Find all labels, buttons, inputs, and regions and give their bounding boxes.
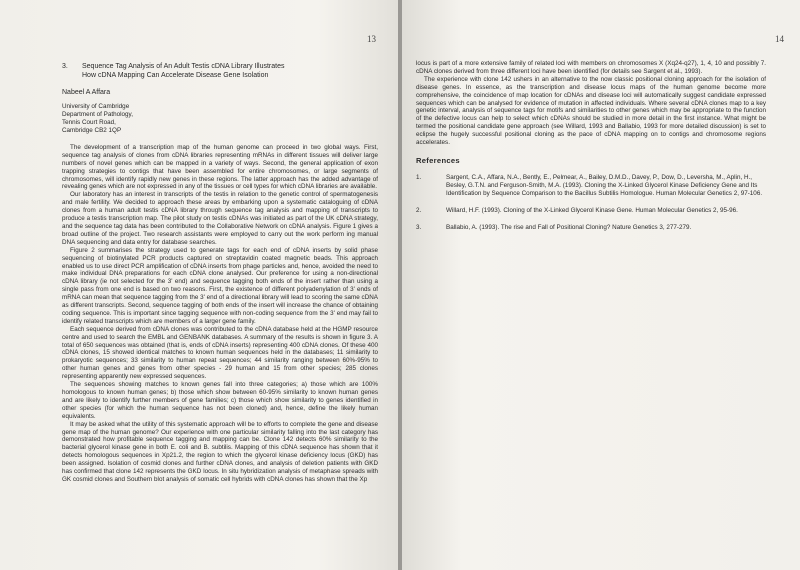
reference-text: Willard, H.F. (1993). Cloning of the X-Linked Glycerol Kinase Gene. Human Molecular Genetics 2, 95-96. — [446, 206, 738, 214]
author-address — [62, 103, 378, 135]
right-page-content — [416, 60, 766, 240]
reference-item — [416, 224, 766, 232]
body-paragraph: The experience with clone 142 ushers in an alternative to the now classic positional cloning approach for the isolation of disease genes. In essence, as the transcription and disease locus maps of the human genome become more comprehensive, the coincidence of map location for cDNAs and disease loci will automatically suggest candidate expressed sequences which can be analysed for evidence of mutation in affected individuals. Where several cDNA clones map to a key genetic interval, analysis of sequence tags for motifs and similarities to other genes which may be appropriate to the function of the defective locus can help to select which cDNAs should be studied in more detail in the first instance. What might be termed the positional candidate gene approach (see Willard, 1993 and Ballabio, 1993 for more detailed discussion) is set to eclipse the hugely successful positional cloning as the pace of cDNA mapping on to contigs and chromosome regions accelerates. — [416, 75, 766, 147]
article-title — [62, 62, 378, 80]
left-page-content — [62, 62, 378, 484]
article-number: 3. — [62, 63, 68, 70]
address-line: Tennis Court Road, — [62, 118, 116, 126]
title-line-1: Sequence Tag Analysis of An Adult Testis cDNA Library Illustrates — [82, 63, 285, 70]
reference-number: 1. — [416, 173, 422, 181]
reference-number: 2. — [416, 206, 422, 214]
right-page — [402, 0, 800, 570]
body-paragraph: The development of a transcription map of the human genome can proceed in two global ways. First, sequence tag analysis of clones from cDNA libraries representing mRNAs in different tissues will deliver large numbers of novel genes which can be mapped in a variety of ways. Second, the general application of exon trapping strategies to contigs that have been assembled for entire chromosomes, or large segments of chromosomes, will identify rapidly new genes in these regions. The latter approach has the added advantage of revealing genes which are not expressed in any of the tissues or cell types for which cDNA libraries are available. — [62, 143, 378, 191]
reference-number: 3. — [416, 223, 422, 231]
title-line-2: How cDNA Mapping Can Accelerate Disease Gene Isolation — [82, 72, 269, 79]
reference-text: Sargent, C.A., Affara, N.A., Bently, E., Pelmear, A., Bailey, D.M.D., Davey, P., Dow, D., Leversha, M., Aplin, H., Besley, G.T.N. and Ferguson-Smith, M.A. (1993). Cloning the X-Linked Glycerol Kinase Deficiency Gene and Its Identification by Sequence Comparison to the Bacillus Subtilis Homologue. Human Molecular Genetics 2, 97-106. — [446, 173, 763, 197]
references-heading: References — [416, 155, 460, 165]
author-name: Nabeel A Affara — [62, 89, 111, 96]
body-paragraph: Each sequence derived from cDNA clones was contributed to the cDNA database held at the HGMP resource centre and used to search the EMBL and GENBANK databases. A summary of the results is shown in figure 3. A total of 650 sequences was obtained (that is, ends of cDNA inserts) representing 400 cDNA clones. Of these 400 cDNA clones, 15 showed identical matches to known human sequences held in the databases; 11 similarity to prokaryotic sequences; 33 similarity to human repeat sequences; 44 similarity ranging between 60%-95% to other human genes and genes from other species - 29 human and 15 from other species; 285 clones representing apparently new expressed sequences. — [62, 325, 378, 381]
body-paragraph: The sequences showing matches to known genes fall into three categories; a) those which are 100% homologous to known human genes; b) those which show between 60-95% similarity to known human genes and are likely to identify further members of gene families; c) those which show similarity to genes identified in other species (for which the human sequence has not been cloned) and, hence, define the likely human equivalents. — [62, 381, 378, 420]
body-paragraph: It may be asked what the utility of this systematic approach will be to efforts to complete the gene and disease gene map of the human genome? Our experience with one particular similarity falling into the last category has demonstrated how profitable sequence tagging and mapping can be. Clone 142 detects 60% similarity to the bacterial glycerol kinase gene in both E. coli and B. subtilis. Mapping of this cDNA sequence has shown that it detects homologous sequences in Xp21.2, the region to which the glycerol kinase deficiency locus (GKD) has been assigned. Isolation of cosmid clones and further cDNA clones, and analysis of deletion patients with GKD has confirmed that clone 142 represents the GKD locus. In situ hybridization analysis of metaphase spreads with GK cosmid clones and Southern blot analysis of somatic cell hybrids with cDNA clones has shown that the Xp — [62, 420, 378, 483]
address-line: Cambridge CB2 1QP — [62, 126, 122, 134]
address-line: University of Cambridge — [62, 102, 130, 110]
reference-item — [416, 174, 766, 198]
left-page — [0, 0, 398, 570]
body-paragraph: Our laboratory has an interest in transcripts of the testis in relation to the genetic control of spermatogenesis and male fertility. We decided to approach these areas by embarking upon a systematic cataloguing of cDNA clones from a human adult testis cDNA library through sequence tag analysis and mapping of transcripts to produce a testis transcription map. The pilot study on testis cDNAs was initiated as part of the UK cDNA strategy, and the sequence tag data has been contributed to the Collaborative Network on cDNA analysis. Figure 1 gives a broad outline of the project. Two research assistants were employed to carry out the work perform ing manual DNA sequencing and data entry for database searches. — [62, 191, 378, 246]
address-line: Department of Pathology, — [62, 110, 133, 118]
reference-item — [416, 207, 766, 215]
body-paragraph: Figure 2 summarises the strategy used to generate tags for each end of cDNA inserts by solid phase sequencing of biotinylated PCR products captured on streptavidin coated magnetic beads. This approach enabled us to use direct PCR amplification of cDNA inserts from phage particles and, hence, avoided the need to make individual DNA preparations for each cDNA clone analysed. Our preference for using a non-directional cDNA library (ie not selected for the 3' end) and sequence tagging both ends of the insert rather than using a single pass from one end is based on two reasons. First, the existence of different polyadenylation of 3' ends of mRNA can mean that sequence tagging from the 3' end of a directional library will lead to scoring the same cDNA as different transcripts. Second, sequence tagging of both ends of the insert will increase the chance of obtaining coding sequence. This is important since tagging sequence with non-coding sequence from the 3' end may fail to identify related transcripts which are members of a larger gene family. — [62, 246, 378, 325]
reference-text: Ballabio, A. (1993). The rise and Fall of Positional Cloning? Nature Genetics 3, 277-279. — [446, 223, 692, 231]
page-number: 13 — [367, 34, 376, 44]
body-paragraph: locus is part of a more extensive family of related loci with members on chromosomes X (Xq24-q27), 1, 4, 10 and possibly 7. cDNA clones derived from three different loci have been identified (for details see Sargent et al., 1993). — [416, 60, 766, 75]
page-number: 14 — [775, 34, 784, 44]
